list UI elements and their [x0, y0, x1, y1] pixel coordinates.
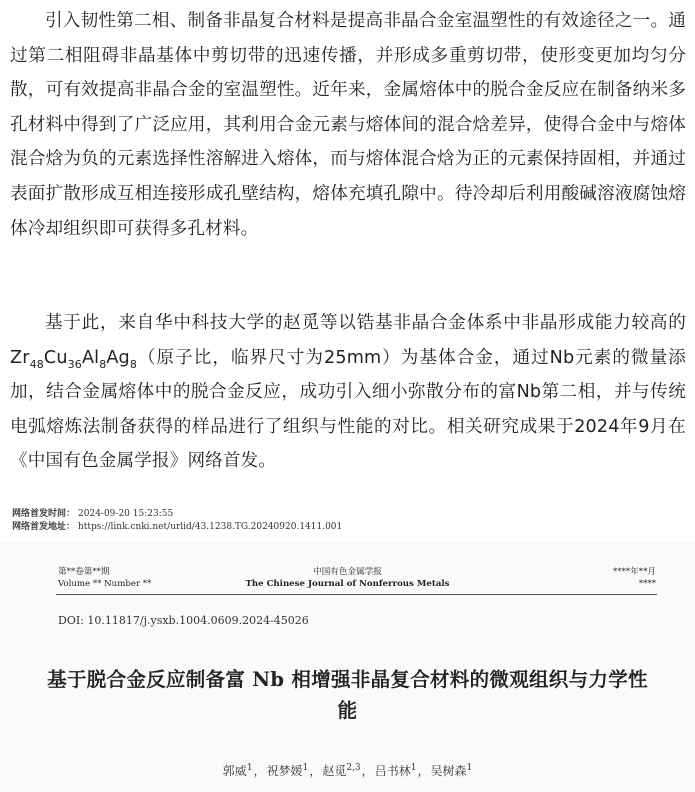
element-zr: Zr — [10, 347, 30, 368]
paragraph-2-intro: 基于此，来自华中科技大学的赵觅等以锆基非晶合金体系中非晶形成能力较高的 — [45, 313, 686, 333]
volume-cn: 第**卷第**期 — [58, 567, 110, 577]
doi: DOI: 10.11817/j.ysxb.1004.0609.2024-45026 — [58, 614, 309, 627]
author-list — [0, 762, 695, 779]
author-affiliation: 1 — [302, 763, 309, 773]
volume-en: Volume ** Number ** — [58, 579, 152, 589]
author — [223, 764, 253, 778]
author-affiliation: 1 — [466, 763, 473, 773]
author-separator: ， — [253, 764, 266, 778]
author-affiliation: 1 — [410, 763, 417, 773]
author-name: 祝梦媛 — [266, 764, 303, 778]
element-ag: Ag — [106, 347, 130, 368]
author-name: 赵觅 — [322, 764, 347, 778]
author-separator: ， — [417, 764, 430, 778]
issue-pages: **** — [638, 579, 656, 589]
element-cu: Cu — [43, 347, 68, 368]
alloy-formula — [10, 347, 138, 371]
publish-time-line — [12, 508, 173, 520]
subscript-al: 8 — [99, 357, 107, 371]
author — [267, 764, 309, 778]
paragraph-2-rest: （原子比，临界尺寸为25mm）为基体合金，通过Nb元素的微量添加，结合金属熔体中的脱合金反应，成功引入细小弥散分布的富Nb第二相，并与传统电弧熔炼法制备获得的样品进行了组织与性能的对比。相关研究成果于2024年9月在《中国有色金属学报》网络首发。 — [10, 347, 686, 472]
author-separator: ， — [309, 764, 322, 778]
author-name: 郭威 — [222, 764, 247, 778]
author-affiliation: 2,3 — [346, 763, 361, 773]
issue-date-cn: ****年**月 — [613, 567, 656, 577]
author — [375, 764, 417, 778]
subscript-zr: 48 — [29, 357, 44, 371]
subscript-cu: 36 — [67, 357, 82, 371]
article-paragraph-1: 引入韧性第二相、制备非晶复合材料是提高非晶合金室温塑性的有效途径之一。通过第二相阻碍非晶基体中剪切带的迅速传播，并形成多重剪切带，使形变更加均匀分散，可有效提高非晶合金的室温塑性。近年来，金属熔体中的脱合金反应在制备纳米多孔材料中得到了广泛应用，其利用合金元素与熔体间的混合焓差异，使得合金中与熔体混合焓为负的元素选择性溶解进入熔体，而与熔体混合焓为正的元素保持固相，并通过表面扩散形成互相连接形成孔壁结构，熔体充填孔隙中。待冷却后利用酸碱溶液腐蚀熔体冷却组织即可获得多孔材料。 — [10, 11, 686, 239]
publish-url-label: 网络首发地址： — [12, 522, 76, 532]
author — [322, 764, 360, 778]
publish-time-value: 2024-09-20 15:23:55 — [78, 509, 174, 519]
issue-date — [500, 566, 656, 590]
author — [430, 764, 472, 778]
paper-title: 基于脱合金反应制备富 Nb 相增强非晶复合材料的微观组织与力学性能 — [47, 668, 648, 722]
journal-name-cn: 中国有色金属学报 — [313, 567, 382, 577]
element-al: Al — [81, 347, 100, 368]
publish-url-link[interactable]: https://link.cnki.net/urlid/43.1238.TG.20240920.1411.001 — [78, 522, 343, 532]
publish-time-label: 网络首发时间： — [12, 509, 76, 519]
header-divider — [56, 594, 657, 595]
article-paragraph-2 — [10, 306, 686, 479]
author-name: 吕书林 — [374, 764, 411, 778]
journal-name-en-text: The Chinese Journal of Nonferrous Metals — [245, 579, 450, 589]
subscript-ag: 8 — [129, 357, 138, 371]
publish-url-line — [12, 521, 342, 533]
author-name: 吴树森 — [430, 764, 467, 778]
author-affiliation: 1 — [246, 763, 253, 773]
author-separator: ， — [361, 764, 374, 778]
